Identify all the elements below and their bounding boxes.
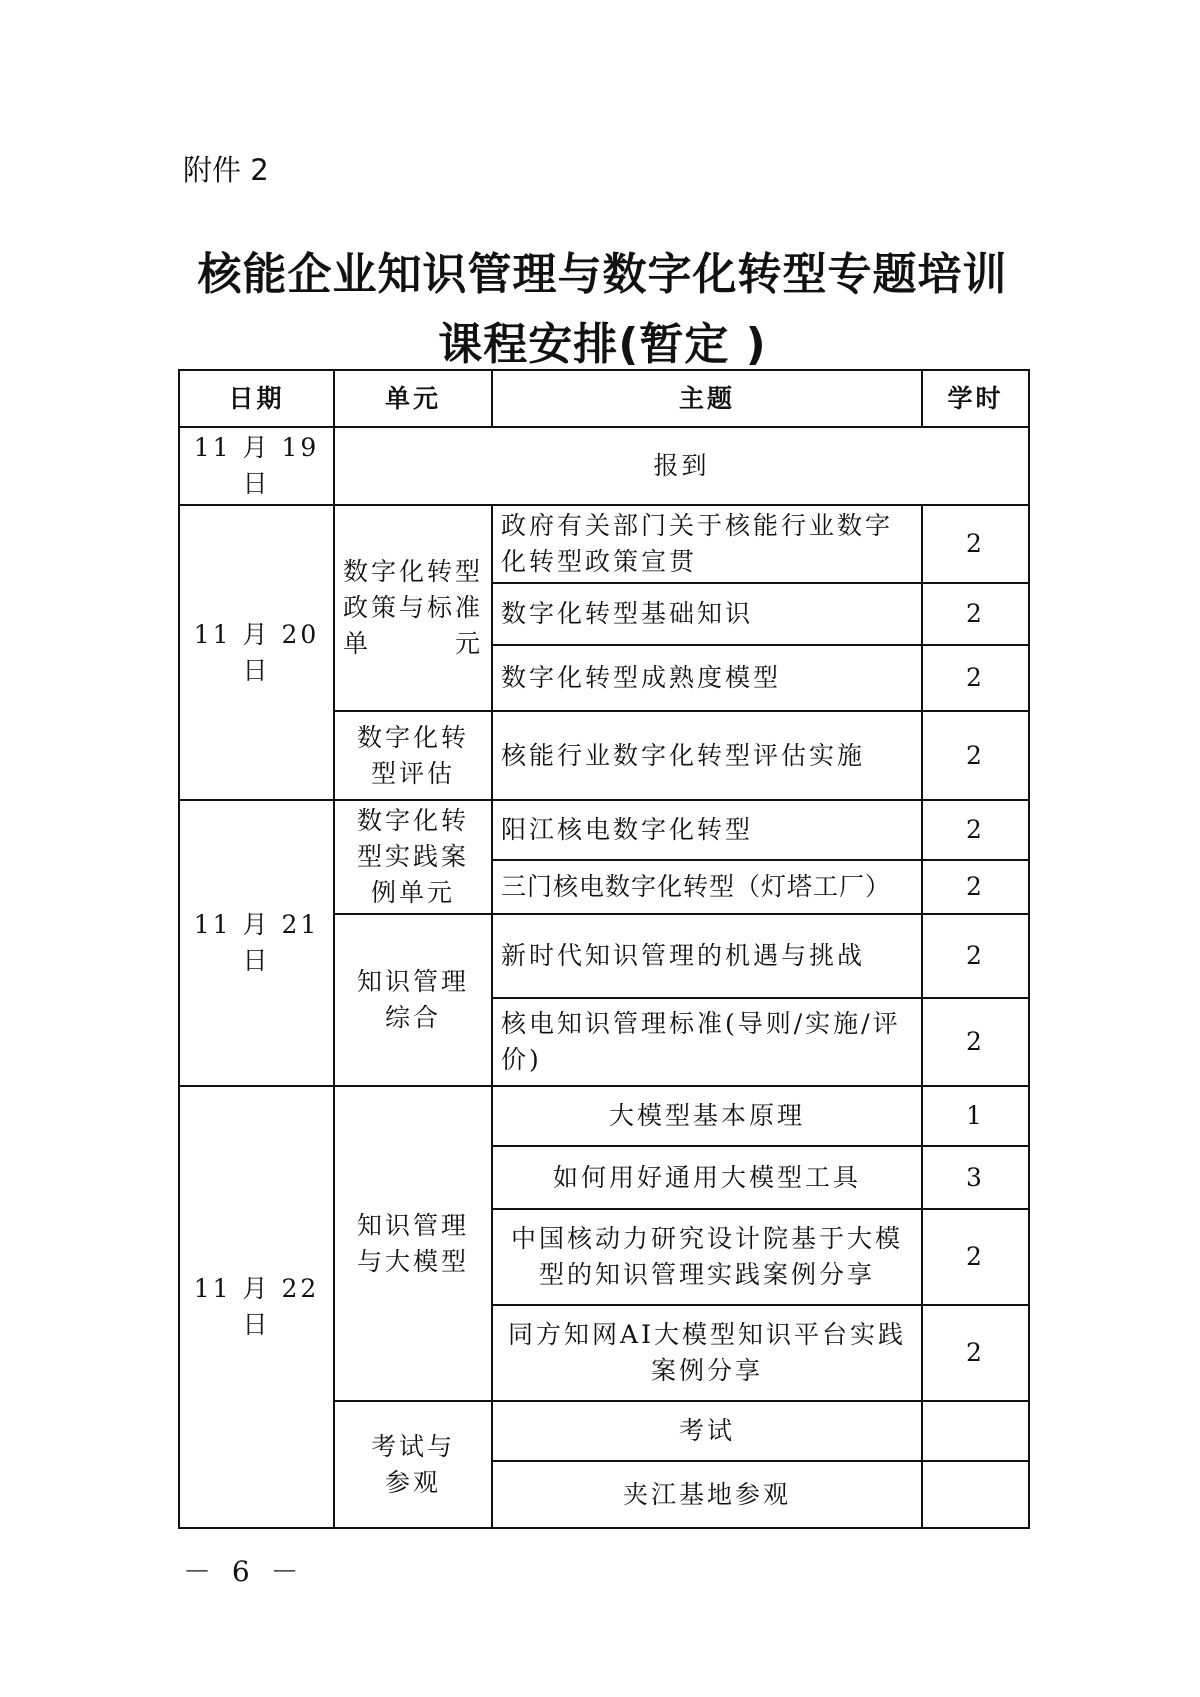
topic-cell: 中国核动力研究设计院基于大模型的知识管理实践案例分享 [492, 1209, 922, 1305]
unit-cell: 数字化转型实践案例单元 [334, 800, 492, 914]
hours-cell: 2 [922, 583, 1029, 645]
topic-cell: 如何用好通用大模型工具 [492, 1146, 922, 1209]
hours-cell: 2 [922, 914, 1029, 998]
attachment-label: 附件 2 [183, 153, 269, 187]
unit-cell: 考试与参观 [334, 1401, 492, 1528]
header-topic: 主题 [492, 370, 922, 427]
unit-cell: 知识管理综合 [334, 914, 492, 1086]
topic-cell: 阳江核电数字化转型 [492, 800, 922, 860]
topic-cell: 核能行业数字化转型评估实施 [492, 711, 922, 800]
document-title-line2: 课程安排(暂定 ) [438, 319, 767, 370]
topic-cell: 考试 [492, 1401, 922, 1461]
table-row [179, 427, 1029, 505]
unit-cell: 知识管理与大模型 [334, 1086, 492, 1401]
topic-cell: 大模型基本原理 [492, 1086, 922, 1146]
topic-cell: 同方知网AI大模型知识平台实践案例分享 [492, 1305, 922, 1401]
topic-cell: 数字化转型成熟度模型 [492, 645, 922, 711]
schedule-table [178, 369, 1030, 1529]
header-date: 日期 [179, 370, 334, 427]
hours-cell: 2 [922, 860, 1029, 914]
topic-cell: 新时代知识管理的机遇与挑战 [492, 914, 922, 998]
hours-cell [922, 1401, 1029, 1461]
hours-cell: 2 [922, 800, 1029, 860]
document-title-line1: 核能企业知识管理与数字化转型专题培训 [197, 249, 1008, 300]
topic-cell: 三门核电数字化转型（灯塔工厂） [492, 860, 922, 914]
date-cell: 11 月 22 日 [179, 1086, 334, 1528]
hours-cell: 1 [922, 1086, 1029, 1146]
header-hours: 学时 [922, 370, 1029, 427]
hours-cell: 2 [922, 645, 1029, 711]
registration-cell: 报到 [334, 427, 1029, 505]
topic-cell: 夹江基地参观 [492, 1461, 922, 1528]
hours-cell: 2 [922, 998, 1029, 1086]
header-unit: 单元 [334, 370, 492, 427]
hours-cell [922, 1461, 1029, 1528]
table-row [179, 505, 1029, 583]
unit-cell: 数字化转型评估 [334, 711, 492, 800]
table-row [179, 1086, 1029, 1146]
table-header-row [179, 370, 1029, 427]
table-row [179, 800, 1029, 860]
hours-cell: 2 [922, 505, 1029, 583]
topic-cell: 数字化转型基础知识 [492, 583, 922, 645]
topic-cell: 政府有关部门关于核能行业数字化转型政策宣贯 [492, 505, 922, 583]
hours-cell: 2 [922, 711, 1029, 800]
hours-cell: 2 [922, 1209, 1029, 1305]
unit-cell: 数字化转型政策与标准单元 [334, 505, 492, 711]
date-cell: 11 月 19 日 [179, 427, 334, 505]
date-cell: 11 月 21 日 [179, 800, 334, 1086]
hours-cell: 3 [922, 1146, 1029, 1209]
hours-cell: 2 [922, 1305, 1029, 1401]
date-cell: 11 月 20 日 [179, 505, 334, 800]
page-number: － 6 － [183, 1555, 305, 1588]
topic-cell: 核电知识管理标准(导则/实施/评价) [492, 998, 922, 1086]
